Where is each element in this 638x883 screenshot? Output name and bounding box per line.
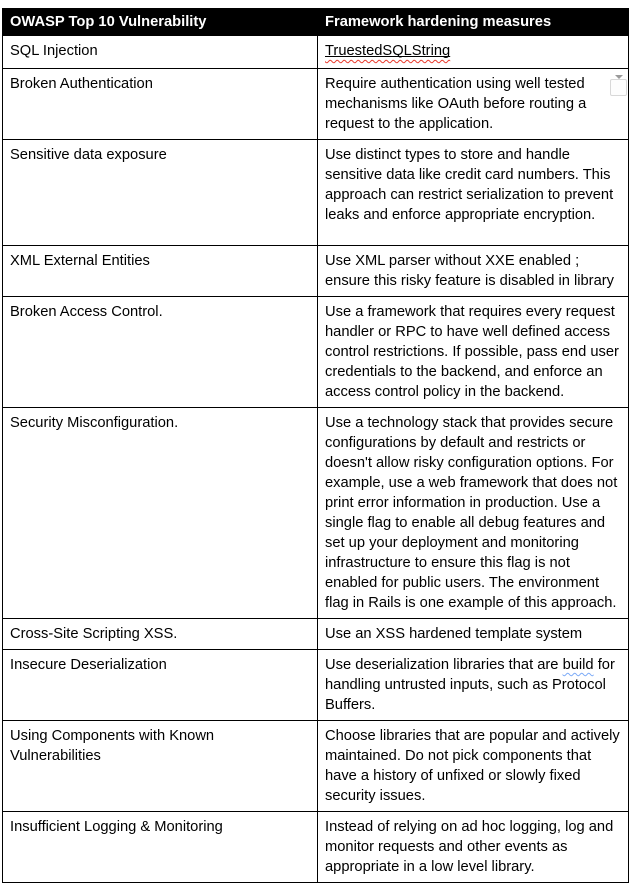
vulnerability-cell[interactable]: SQL Injection [3,36,318,69]
table-row [3,69,629,140]
table-row [3,619,629,650]
measure-cell[interactable]: Choose libraries that are popular and actively maintained. Do not pick components that have a history of unfixed or slowly fixed security issues. [318,721,629,812]
vulnerability-cell[interactable]: Insufficient Logging & Monitoring [3,812,318,883]
vulnerability-cell[interactable]: Using Components with Known Vulnerabilities [3,721,318,812]
vulnerability-cell[interactable]: Insecure Deserialization [3,650,318,721]
vulnerability-cell[interactable]: Cross-Site Scripting XSS. [3,619,318,650]
measure-cell[interactable]: Instead of relying on ad hoc logging, log and monitor requests and other events as appropriate in a low level library. [318,812,629,883]
measure-text: Use deserialization libraries that are [325,657,563,673]
vulnerability-cell[interactable]: Security Misconfiguration. [3,408,318,619]
vulnerability-cell[interactable]: XML External Entities [3,246,318,297]
vulnerability-cell[interactable]: Broken Access Control. [3,297,318,408]
table-row [3,140,629,246]
table-dropdown-icon [615,79,623,97]
measure-cell[interactable]: Use a technology stack that provides secure configurations by default and restricts or doesn't allow risky configuration options. For example, use a web framework that does not print error information in production. Use a single flag to enable all debug features and set up your deployment and monitoring infrastructure to ensure this flag is not enabled for public users. The environment flag in Rails is one example of this approach. [318,408,629,619]
vulnerability-cell[interactable]: Broken Authentication [3,69,318,140]
measure-cell[interactable]: Use an XSS hardened template system [318,619,629,650]
header-cell-measures[interactable]: Framework hardening measures [318,9,629,36]
vulnerability-cell[interactable]: Sensitive data exposure [3,140,318,246]
table-header-row [3,9,629,36]
measure-cell[interactable]: Require authentication using well tested mechanisms like OAuth before routing a request to the application. [318,69,629,140]
underlined-text [325,43,450,59]
table-row [3,812,629,883]
measure-cell[interactable] [318,36,629,69]
table-row [3,36,629,69]
grammar-marked-text: build [562,657,594,673]
measure-text: for handling untrusted inputs, such as Protocol Buffers. [325,657,615,713]
spellcheck-marked-text: TruestedSQLString [325,43,451,59]
measure-cell[interactable] [318,650,629,721]
measure-cell[interactable]: Use a framework that requires every request handler or RPC to have well defined access control restrictions. If possible, pass end user credentials to the backend, and enforce an access control policy in the backend. [318,297,629,408]
table-row [3,721,629,812]
header-cell-vulnerability[interactable]: OWASP Top 10 Vulnerability [3,9,318,36]
table-row [3,650,629,721]
measure-cell[interactable]: Use XML parser without XXE enabled ; ensure this risky feature is disabled in library [318,246,629,297]
table-dropdown-button[interactable] [610,79,627,96]
measure-cell[interactable]: Use distinct types to store and handle sensitive data like credit card numbers. This approach can restrict serialization to prevent leaks and enforce appropriate encryption. [318,140,629,246]
table-row [3,246,629,297]
owasp-hardening-table [2,8,629,883]
table-row [3,408,629,619]
table-row [3,297,629,408]
